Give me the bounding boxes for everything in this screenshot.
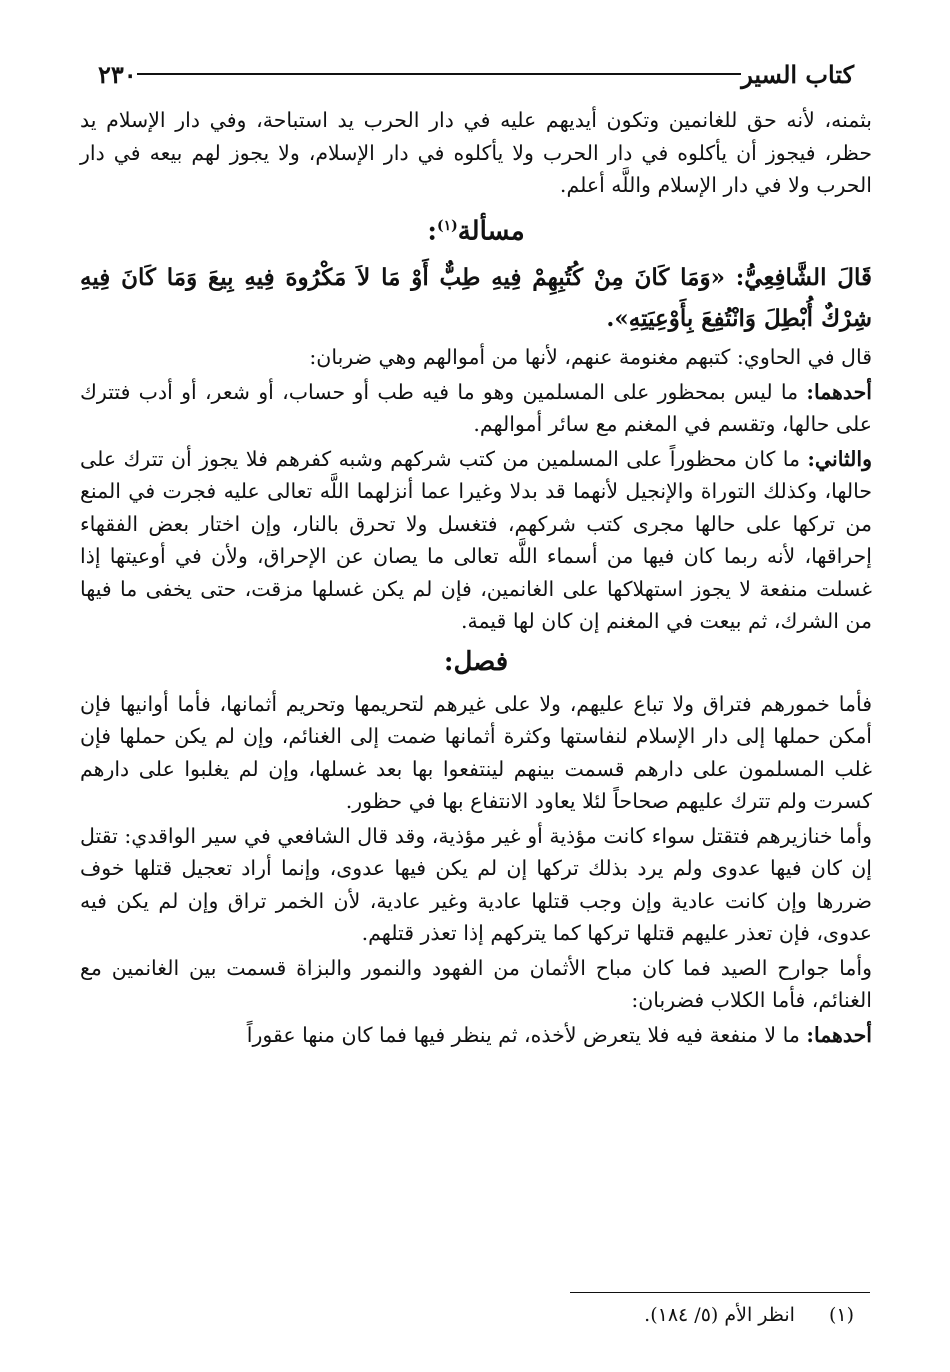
masala-heading: [80, 206, 872, 252]
quote-speaker: قَالَ الشَّافِعِيُّ:: [735, 264, 872, 292]
dogs-first-type-paragraph: [80, 1019, 872, 1052]
first-type-label: أحدهما:: [806, 379, 872, 404]
second-type-text: ما كان محظوراً على المسلمين من كتب شركهم وشبه كفرهم فلا يجوز أن تترك على حالها، وكذلك التوراة والإنجيل لأنهما قد بدلا وغيرا عما أنزلهما اللَّه تعالى عليه فجرت في المنع من تركها على حالها مجرى كتب شركهم، فتغسل ولا تحرق بالنار، وإن اختار بعض الفقهاء إحراقها، لأنه ربما كان فيها من أسماء اللَّه تعالى ما يصان عن الإحراق، ولأن في أوعيتها إذا غسلت منفعة لا يجوز استهلاكها على الغانمين، فإن لم يكن غسلها مزقت، حتى يخفى ما فيها من الشرك، ثم بيعت في المغنم إن كان لها قيمة.: [80, 446, 872, 634]
first-type-paragraph: [80, 376, 872, 441]
hunting-animals-paragraph: وأما جوارح الصيد فما كان مباح الأثمان من الفهود والنمور والبزاة قسمت بين الغانمين مع الغنائم، فأما الكلاب فضربان:: [80, 955, 872, 1013]
running-title: كتاب السير: [741, 59, 854, 89]
dogs-first-type-text: ما لا منفعة فيه فلا يتعرض لأخذه، ثم ينظر فيها فما كان منها عقوراً: [246, 1022, 800, 1047]
wine-paragraph: فأما خمورهم فتراق ولا تباع عليهم، ولا على غيرهم لتحريمها وتحريم أثمانها، فأما أوانيها فإن أمكن حملها إلى دار الإسلام لنفاستها وكثرة أثمانها ضمت إلى الغنائم، وإن لم يكن حملها فإن غلب المسلمون على دارهم قسمت بينهم لينتفعوا بها بعد غسلها، وإن لم يغلبوا على دارهم كسرت ولم تترك عليهم صحاحاً لئلا يعاود الانتفاع بها في حظور.: [80, 691, 872, 814]
footnote-ref[interactable]: (١): [436, 217, 458, 234]
masala-colon: :: [427, 216, 437, 247]
fasl-heading: فصل:: [443, 646, 509, 677]
footnote-number: (١): [828, 1304, 854, 1326]
footnote-rule: [570, 1292, 870, 1293]
footnote: [644, 1304, 854, 1326]
second-type-label: والثاني:: [807, 446, 872, 471]
first-type-text: ما ليس بمحظور على المسلمين وهو ما فيه طب أو حساب، أو شعر، أو أدب فتترك على حالها، وتقسم في المغنم مع سائر أموالهم.: [80, 379, 872, 437]
shafii-quote: [80, 257, 872, 339]
second-type-paragraph: [80, 443, 872, 638]
intro-paragraph: بثمنه، لأنه حق للغانمين وتكون أيديهم عليه في دار الحرب يد استباحة، وفي دار الإسلام يد حظر، فيجوز أن يأكلوه في دار الحرب ولا يأكلوه في دار الإسلام، ولا يجوز لهم بيعه في دار الحرب ولا في دار الإسلام واللَّه أعلم.: [80, 108, 872, 197]
page-header: [80, 56, 872, 92]
pigs-paragraph: وأما خنازيرهم فتقتل سواء كانت مؤذية أو غير مؤذية، وقد قال الشافعي في سير الواقدي: تقتل إن كان فيها عدوى ولم يرد بذلك تركها إن لم يكن فيها عدوى، وإنما أراد تعجيل قتلها خوف ضررها وإن كانت عادية وإن وجب قتلها عادية وغير عادية، لأن الخمر تراق وإن لم يكن فيه عدوى، فإن تعذر عليهم قتلها تركها كما يتركهم إذا تعذر قتلهم.: [80, 823, 872, 946]
masala-title: مسألة: [457, 216, 525, 247]
header-rule: [137, 73, 742, 75]
hawi-paragraph: قال في الحاوي: كتبهم مغنومة عنهم، لأنها من أموالهم وهي ضربان:: [309, 345, 872, 370]
page-number: ٢٣٠: [98, 59, 137, 89]
quote-text: «وَمَا كَانَ مِنْ كُتُبِهِمْ فِيهِ طِبٌّ أَوْ مَا لاَ مَكْرُوهَ فِيهِ بِيعَ وَمَا كَانَ فِيهِ شِرْكٌ أُبْطِلَ وَانْتُفِعَ بِأَوْعِيَتِهِ».: [80, 264, 872, 333]
dogs-first-type-label: أحدهما:: [806, 1022, 872, 1047]
footnote-text: انظر الأم (٥/ ١٨٤).: [644, 1304, 795, 1326]
